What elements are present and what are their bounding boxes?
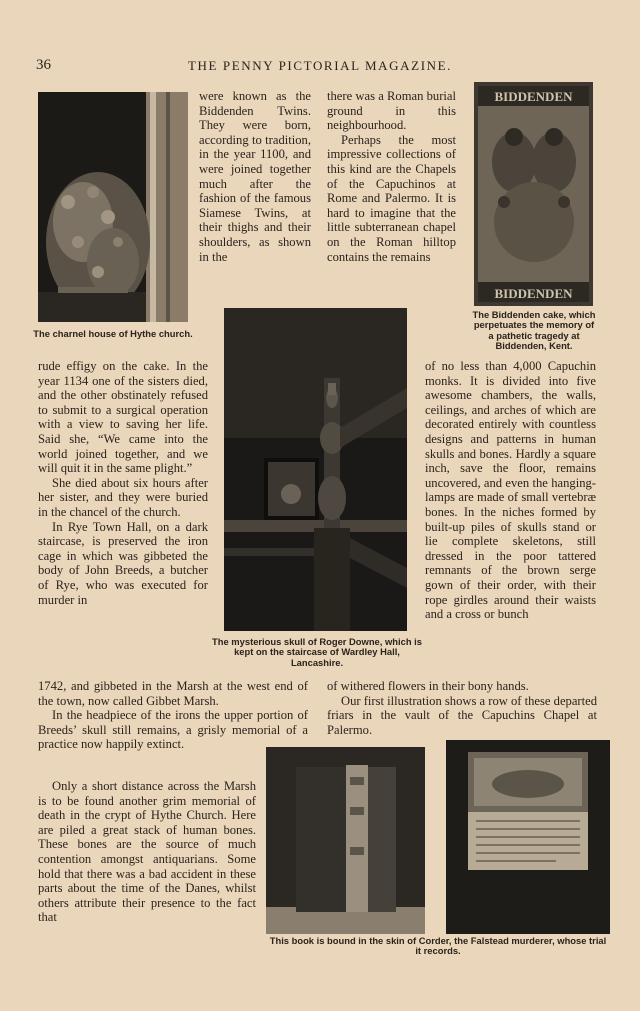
paragraph-biddenden-twins: were known as the Biddenden Twins. They were born, according to tradition, in the year 1100, and were joined together much after the fashion of the famous Siamese Twins, at their thighs and their shoulders, as shown in the (199, 89, 311, 264)
book-caption: This book is bound in the skin of Corder, the Falstead murderer, whose trial it records. (269, 935, 607, 957)
text-column-left-middle (38, 359, 208, 607)
open-book-photo (446, 740, 610, 934)
text-column-right-wide (327, 679, 597, 737)
text-column-left-bottom (38, 779, 256, 925)
paragraph-headpiece: In the headpiece of the irons the upper portion of Breeds’ skull still remains, a grisly memorial of a practice now happily extinct. (38, 708, 308, 752)
paragraph-capuchin-chapels: Perhaps the most impressive collections of this kind are the Chapels of the Capuchinos at Rome and Palermo. It is hard to imagine that the little subterranean chapel on the Roman hilltop contains the remains (327, 132, 456, 264)
paragraph-capuchin-monks: of no less than 4,000 Capuchin monks. It is divided into five awesome chambers, the walls, ceilings, and arches of which are decorated entirely with countless designs and patterns in human skulls and bones. Hardly a square inch, save the floor, remains uncovered, and even the hanging-lamps are made of small vertebræ bones. In the niches formed by built-up piles of skulls stand or lie complete skeletons, still dressed in the poor tattered remnants of the brown serge gown of their order, with their rope girdles around their waists and a cross or bunch (425, 359, 596, 622)
charnel-house-photo (38, 92, 188, 322)
skull-staircase-photo (224, 308, 407, 631)
page-number: 36 (36, 57, 51, 73)
skull-caption: The mysterious skull of Roger Downe, which is kept on the staircase of Wardley Hall, Lancashire. (212, 636, 422, 668)
cake-bottom-inscription: BIDDENDEN (494, 286, 573, 301)
text-column-a (199, 89, 311, 264)
charnel-house-caption: The charnel house of Hythe church. (33, 328, 193, 339)
biddenden-cake-caption: The Biddenden cake, which perpetuates the memory of a pathetic tragedy at Biddenden, Kent. (472, 309, 596, 352)
paragraph-withered-flowers: of withered flowers in their bony hands. (327, 679, 529, 693)
paragraph-first-illustration: Our first illustration shows a row of these departed friars in the vault of the Capuchins Chapel at Palermo. (327, 693, 598, 737)
paragraph-rye-town-hall: In Rye Town Hall, on a dark staircase, is preserved the iron cage in which was gibbeted the body of John Breeds, a butcher of Rye, who was executed for murder in (38, 519, 208, 607)
biddenden-cake-photo (474, 82, 593, 306)
paragraph-she-died: She died about six hours after her sister, and they were buried in the chancel of the church. (38, 475, 208, 519)
paragraph-roman-burial: there was a Roman burial ground in this neighbourhood. (327, 89, 456, 133)
book-spine-photo (266, 747, 425, 934)
cake-top-inscription: BIDDENDEN (494, 89, 573, 104)
text-wide-block (38, 679, 308, 752)
paragraph-gibbet-marsh: 1742, and gibbeted in the Marsh at the west end of the town, now called Gibbet Marsh. (38, 679, 308, 708)
paragraph-rude-effigy: rude effigy on the cake. In the year 1134 one of the sisters died, and the other obstinately refused to submit to a surgical operation with a view to saving her life. Said she, “We came into the world joined together, and we will quit it in the same plight.” (38, 359, 208, 476)
paragraph-hythe-church: Only a short distance across the Marsh is to be found another grim memorial of death in the crypt of Hythe Church. Here are piled a great stack of human bones. These bones are the source of much contention amongst antiquarians. Some hold that there was a bad accident in these parts about the time of the Danes, whilst others attribute their presence to the fact that (38, 779, 256, 925)
magazine-title: THE PENNY PICTORIAL MAGAZINE. (187, 58, 453, 73)
page-header (36, 57, 604, 77)
text-column-b (327, 89, 456, 264)
text-column-right (425, 359, 596, 622)
